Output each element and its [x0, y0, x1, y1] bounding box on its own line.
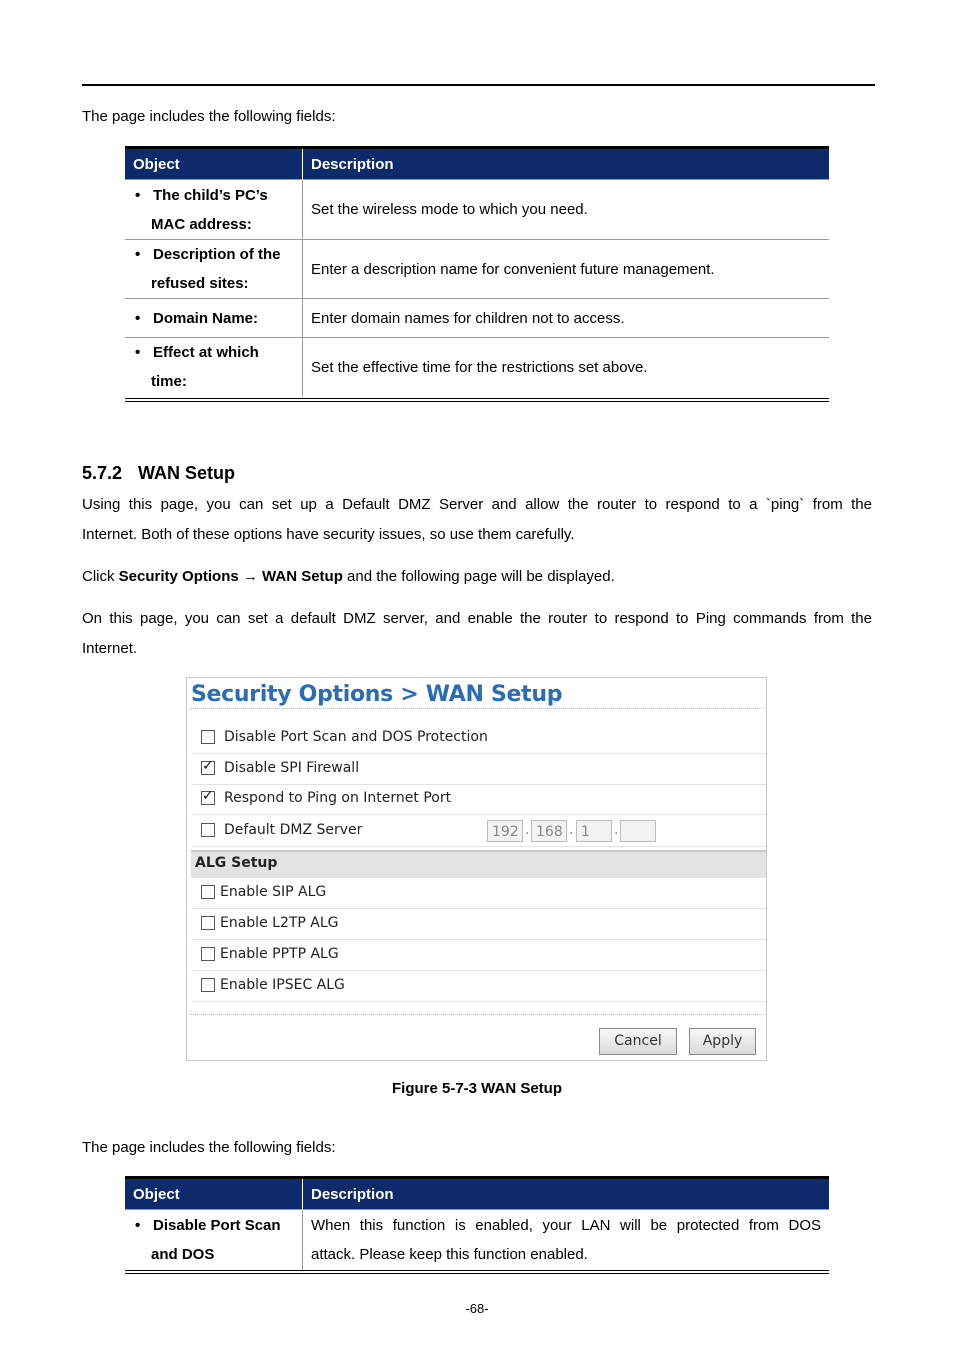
divider	[189, 708, 764, 709]
panel-title: Security Options > WAN Setup	[191, 682, 563, 707]
checkbox[interactable]	[201, 823, 215, 837]
option-enable-ipsec-alg[interactable]	[191, 971, 766, 1002]
apply-button[interactable]: Apply	[689, 1028, 756, 1055]
figure-caption: Figure 5-7-3 WAN Setup	[391, 1080, 563, 1097]
dmz-ip-octet-1[interactable]: 192	[487, 820, 523, 842]
object-cell: • Description of the refused sites:	[125, 240, 303, 299]
option-label: Default DMZ Server	[224, 822, 363, 838]
checkbox[interactable]	[201, 916, 215, 930]
header-object: Object	[125, 149, 303, 180]
alg-setup-header: ALG Setup	[191, 850, 766, 878]
table-row	[125, 240, 829, 299]
dmz-ip-octet-3[interactable]: 1	[576, 820, 612, 842]
description-cell: Set the effective time for the restrictions set above.	[303, 338, 830, 397]
arrow-icon: →	[242, 568, 258, 585]
section-title: WAN Setup	[138, 463, 235, 483]
description-cell: When this function is enabled, your LAN will be protected from DOS attack. Please keep this function enabled.	[303, 1210, 830, 1270]
option-enable-pptp-alg[interactable]	[191, 940, 766, 971]
option-label: Disable SPI Firewall	[224, 760, 360, 776]
option-enable-sip-alg[interactable]	[191, 878, 766, 909]
fields-table-2	[125, 1179, 829, 1270]
option-label: Enable IPSEC ALG	[220, 977, 345, 993]
paragraph-line: Using this page, you can set up a Default DMZ Server and allow the router to respond to a `ping` from the	[82, 496, 872, 513]
menu-security-options: Security Options	[118, 568, 239, 585]
checkbox[interactable]	[201, 947, 215, 961]
table1-bottom-rule	[125, 398, 829, 402]
description-cell: Enter domain names for children not to access.	[303, 299, 830, 338]
intro-text: The page includes the following fields:	[82, 108, 336, 125]
object-cell: • Disable Port Scan and DOS	[125, 1210, 303, 1270]
option-label: Disable Port Scan and DOS Protection	[224, 729, 488, 745]
description-cell: Set the wireless mode to which you need.	[303, 180, 830, 240]
header-rule	[82, 84, 875, 86]
option-label: Enable PPTP ALG	[220, 946, 339, 962]
navigation-instruction: Click Security Options → WAN Setup and the following page will be displayed.	[82, 568, 615, 585]
checkbox[interactable]	[201, 885, 215, 899]
header-object: Object	[125, 1179, 303, 1210]
checkbox[interactable]	[201, 730, 215, 744]
divider	[189, 1014, 764, 1015]
option-label: Respond to Ping on Internet Port	[224, 790, 452, 806]
checkbox[interactable]	[201, 978, 215, 992]
description-cell: Enter a description name for convenient future management.	[303, 240, 830, 299]
object-cell: • Domain Name:	[125, 299, 303, 338]
wan-setup-screenshot	[186, 677, 767, 1061]
option-default-dmz-server[interactable]: Default DMZ Server 192 . 168 . 1 .	[191, 816, 766, 847]
paragraph-line: On this page, you can set a default DMZ server, and enable the router to respond to Ping commands from the	[82, 610, 872, 627]
checkbox-checked[interactable]	[201, 761, 215, 775]
cancel-button[interactable]: Cancel	[599, 1028, 677, 1055]
option-label: Enable SIP ALG	[220, 884, 327, 900]
header-description: Description	[303, 1179, 830, 1210]
paragraph-line: Internet.	[82, 640, 138, 657]
fields-table-1	[125, 149, 829, 397]
menu-wan-setup: WAN Setup	[262, 568, 343, 585]
table-row	[125, 1210, 829, 1270]
intro-text: The page includes the following fields:	[82, 1139, 336, 1156]
section-heading	[82, 463, 235, 484]
dmz-ip-octet-4[interactable]	[620, 820, 656, 842]
paragraph-line: Internet. Both of these options have security issues, so use them carefully.	[82, 526, 575, 543]
table-row	[125, 180, 829, 240]
header-description: Description	[303, 149, 830, 180]
option-respond-to-ping[interactable]	[191, 784, 766, 815]
table-row	[125, 338, 829, 397]
dmz-ip-octet-2[interactable]: 168	[531, 820, 567, 842]
option-label: Enable L2TP ALG	[220, 915, 339, 931]
option-disable-port-scan[interactable]	[191, 723, 766, 754]
option-enable-l2tp-alg[interactable]	[191, 909, 766, 940]
section-number: 5.7.2	[82, 463, 123, 483]
checkbox-checked[interactable]	[201, 791, 215, 805]
object-cell: • The child’s PC’s MAC address:	[125, 180, 303, 240]
object-cell: • Effect at which time:	[125, 338, 303, 397]
table2-bottom-rule	[125, 1270, 829, 1274]
table-row	[125, 299, 829, 338]
option-disable-spi-firewall[interactable]	[191, 754, 766, 785]
page-number: -68-	[465, 1301, 489, 1316]
